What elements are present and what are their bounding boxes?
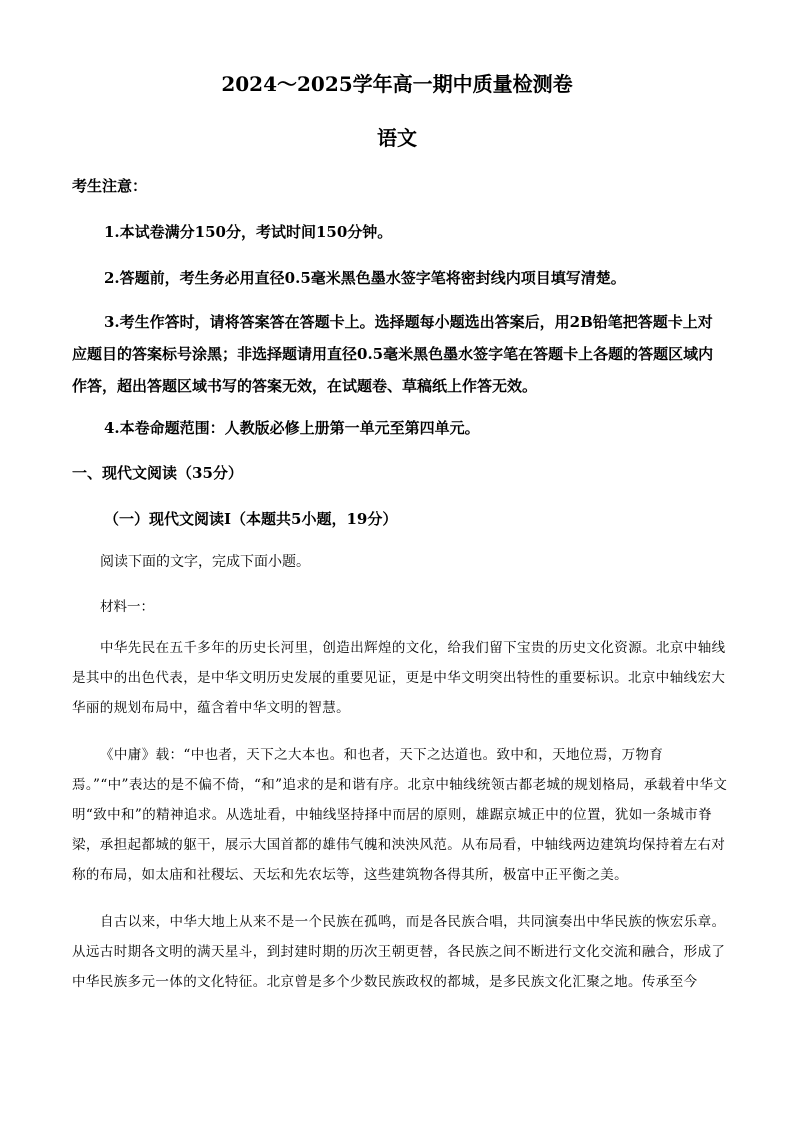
- notice-item-4: 4.本卷命题范围：人教版必修上册第一单元至第四单元。: [104, 419, 480, 437]
- passage-paragraph-1: 中华先民在五千多年的历史长河里，创造出辉煌的文化，给我们留下宝贵的历史文化资源。北京中轴线是其中的出色代表，是中华文明历史发展的重要见证，更是中华文明突出特性的重要标识。北京中轴线宏大华丽的规划布局中，蕴含着中华文明的智慧。: [72, 640, 726, 716]
- notice-item-2: 2.答题前，考生务必用直径0.5毫米黑色墨水签字笔将密封线内项目填写清楚。: [104, 269, 626, 287]
- reading-instruction: 阅读下面的文字，完成下面小题。: [100, 554, 310, 570]
- notice-heading: 考生注意：: [72, 177, 148, 195]
- subject-title: 语文: [377, 126, 417, 150]
- exam-title: 2024～2025学年高一期中质量检测卷: [221, 72, 573, 96]
- notice-item-1: 1.本试卷满分150分，考试时间150分钟。: [104, 223, 393, 241]
- passage-paragraph-3: 自古以来，中华大地上从来不是一个民族在孤鸣，而是各民族合唱，共同演奏出中华民族的恢宏乐章。从远古时期各文明的满天星斗，到封建时期的历次王朝更替，各民族之间不断进行文化交流和融合，形成了中华民族多元一体的文化特征。北京曾是多个少数民族政权的都城，是多民族文化汇聚之地。传承至今: [72, 914, 726, 990]
- subsection-heading: （一）现代文阅读Ⅰ（本题共5小题，19分）: [104, 510, 398, 528]
- passage-paragraph-2: 《中庸》载：“中也者，天下之大本也。和也者，天下之达道也。致中和，天地位焉，万物育焉。”“中”表达的是不偏不倚，“和”追求的是和谐有序。北京中轴线统领古都老城的规划格局，承载着中华文明“致中和”的精神追求。从选址看，中轴线坚持择中而居的原则，雄踞京城正中的位置，犹如一条城市脊梁，承担起都城的躯干，展示大国首都的雄伟气魄和泱泱风范。从布局看，中轴线两边建筑均保持着左右对称的布局，如太庙和社稷坛、天坛和先农坛等，这些建筑物各得其所，极富中正平衡之美。: [72, 747, 728, 883]
- material-label: 材料一：: [100, 599, 154, 615]
- section-heading: 一、现代文阅读（35分）: [72, 464, 243, 482]
- notice-item-3: 3.考生作答时，请将答案答在答题卡上。选择题每小题选出答案后，用2B铅笔把答题卡上对应题目的答案标号涂黑；非选择题请用直径0.5毫米黑色墨水签字笔在答题卡上各题的答题区域内作答，超出答题区域书写的答案无效，在试题卷、草稿纸上作答无效。: [72, 313, 714, 395]
